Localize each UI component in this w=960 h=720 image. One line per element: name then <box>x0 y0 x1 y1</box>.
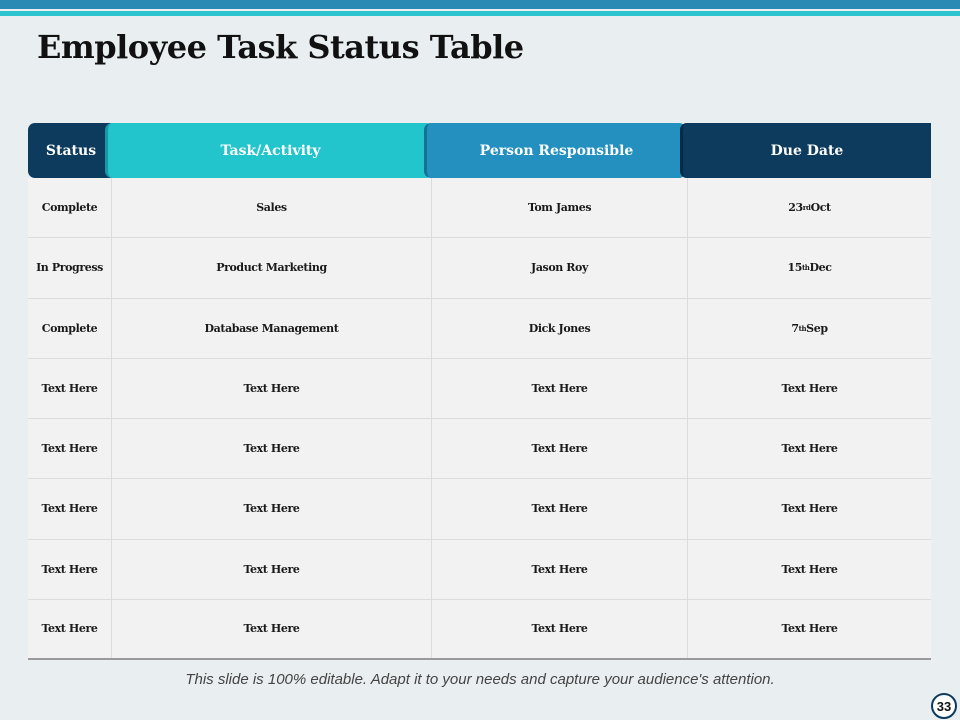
table-row <box>28 359 931 419</box>
cell-due-date: 23 rd Oct <box>788 201 831 215</box>
cell-person: Jason Roy <box>432 238 688 297</box>
table-body <box>28 178 931 660</box>
top-accent-stripe <box>0 11 960 16</box>
cell-status: Text Here <box>28 600 112 658</box>
cell-task: Product Marketing <box>112 238 432 297</box>
cell-person: Text Here <box>432 419 688 478</box>
cell-person: Text Here <box>432 540 688 599</box>
table-header-row <box>28 123 931 178</box>
cell-status: Text Here <box>28 479 112 538</box>
cell-task: Text Here <box>112 479 432 538</box>
cell-due-date: Text Here <box>781 442 838 456</box>
cell-task: Text Here <box>112 540 432 599</box>
cell-task: Text Here <box>112 600 432 658</box>
task-status-table <box>28 123 931 660</box>
cell-task: Text Here <box>112 359 432 418</box>
cell-person: Text Here <box>432 479 688 538</box>
page-title: Employee Task Status Table <box>37 28 524 66</box>
table-row <box>28 178 931 238</box>
table-row <box>28 299 931 359</box>
top-accent-bar <box>0 0 960 9</box>
cell-person: Dick Jones <box>432 299 688 358</box>
cell-due-date: 7 th Sep <box>791 321 828 335</box>
cell-status: Text Here <box>28 540 112 599</box>
page-number: 33 <box>931 693 957 719</box>
table-row <box>28 540 931 600</box>
cell-task: Sales <box>112 178 432 237</box>
table-row <box>28 479 931 539</box>
header-status: Status <box>28 123 114 178</box>
cell-person: Text Here <box>432 359 688 418</box>
cell-due-date: Text Here <box>781 622 838 636</box>
cell-person: Tom James <box>432 178 688 237</box>
table-row <box>28 419 931 479</box>
header-task-activity: Task/Activity <box>105 123 433 178</box>
header-due-date: Due Date <box>680 123 931 178</box>
cell-status: Text Here <box>28 419 112 478</box>
cell-status: In Progress <box>28 238 112 297</box>
cell-due-date: 15 th Dec <box>787 261 832 275</box>
cell-person: Text Here <box>432 600 688 658</box>
table-row <box>28 600 931 660</box>
cell-task: Database Management <box>112 299 432 358</box>
cell-status: Complete <box>28 178 112 237</box>
table-row <box>28 238 931 298</box>
cell-due-date: Text Here <box>781 502 838 516</box>
header-person-responsible: Person Responsible <box>424 123 686 178</box>
cell-due-date: Text Here <box>781 562 838 576</box>
cell-task: Text Here <box>112 419 432 478</box>
cell-status: Complete <box>28 299 112 358</box>
cell-due-date: Text Here <box>781 381 838 395</box>
cell-status: Text Here <box>28 359 112 418</box>
footer-note: This slide is 100% editable. Adapt it to your needs and capture your audience's attention. <box>185 671 775 688</box>
